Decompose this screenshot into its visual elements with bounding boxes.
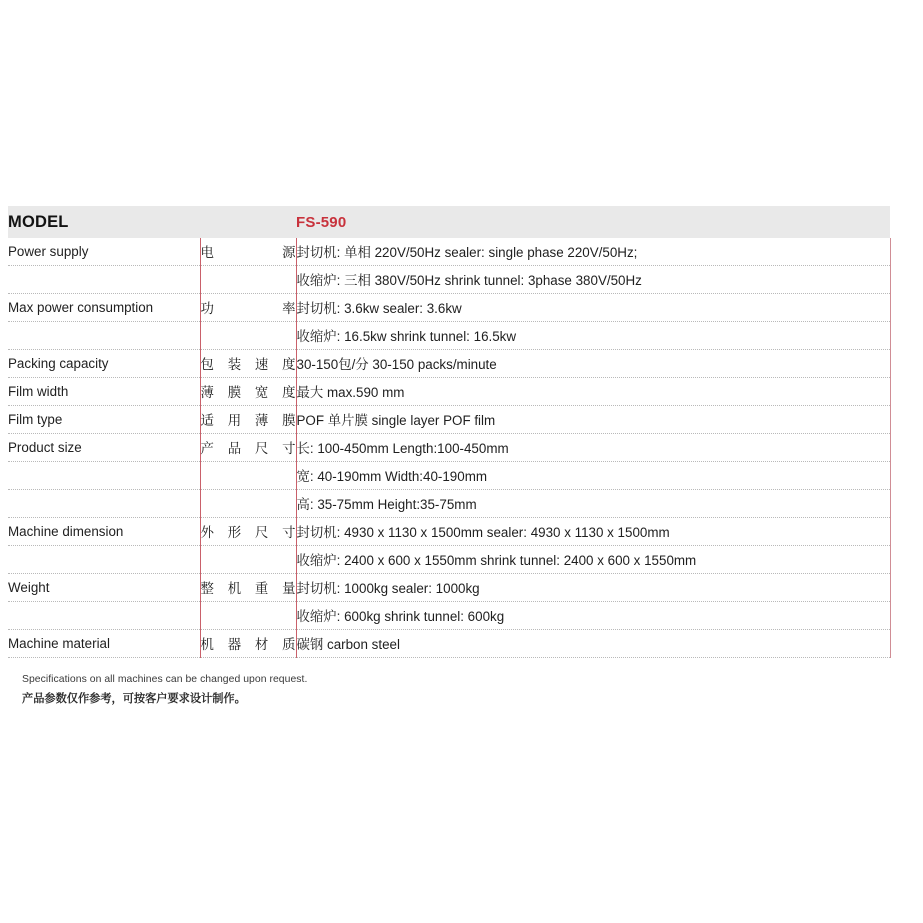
spec-label-cn xyxy=(200,462,296,490)
table-row xyxy=(8,546,890,574)
footnote-english: Specifications on all machines can be changed upon request. xyxy=(22,674,308,685)
spec-label-cn xyxy=(200,518,296,546)
spec-label-cn xyxy=(200,574,296,602)
table-row xyxy=(8,350,890,378)
table-row xyxy=(8,518,890,546)
spec-value: 长: 100-450mm Length:100-450mm xyxy=(296,434,890,462)
spec-value: 封切机: 4930 x 1130 x 1500mm sealer: 4930 x 1130 x 1500mm xyxy=(296,518,890,546)
spec-label-cn xyxy=(200,350,296,378)
footnote-chinese: 产品参数仅作参考，可按客户要求设计制作。 xyxy=(22,692,246,705)
spec-label-en: Film width xyxy=(8,378,200,406)
table-row xyxy=(8,406,890,434)
spec-label-cn xyxy=(200,406,296,434)
spec-label-cn xyxy=(200,434,296,462)
spec-label-en: Film type xyxy=(8,406,200,434)
table-row xyxy=(8,602,890,630)
spec-value: 收缩炉: 16.5kw shrink tunnel: 16.5kw xyxy=(296,322,890,350)
spec-value: 封切机: 1000kg sealer: 1000kg xyxy=(296,574,890,602)
spec-label-cn xyxy=(200,546,296,574)
spec-label-cn-text: 薄膜宽度 xyxy=(200,386,296,401)
spec-label-cn xyxy=(200,322,296,350)
header-model-value: FS-590 xyxy=(296,206,890,238)
spec-value: 最大 max.590 mm xyxy=(296,378,890,406)
spec-label-en: Max power consumption xyxy=(8,294,200,322)
specification-table-container xyxy=(8,206,890,658)
spec-label-en xyxy=(8,490,200,518)
spec-label-cn xyxy=(200,490,296,518)
spec-label-en: Machine dimension xyxy=(8,518,200,546)
spec-label-cn xyxy=(200,630,296,658)
table-row xyxy=(8,238,890,266)
spec-label-cn-text: 功率 xyxy=(200,302,296,317)
spec-label-cn xyxy=(200,294,296,322)
specification-table-body xyxy=(8,206,890,658)
table-row xyxy=(8,294,890,322)
spec-label-cn xyxy=(200,266,296,294)
spec-label-en: Power supply xyxy=(8,238,200,266)
spec-value: 封切机: 3.6kw sealer: 3.6kw xyxy=(296,294,890,322)
table-row xyxy=(8,490,890,518)
table-row xyxy=(8,378,890,406)
spec-label-en xyxy=(8,322,200,350)
spec-label-cn-text: 适用薄膜 xyxy=(200,414,296,429)
spec-value: 高: 35-75mm Height:35-75mm xyxy=(296,490,890,518)
spec-label-cn-text: 机器材质 xyxy=(200,638,296,653)
spec-label-cn xyxy=(200,238,296,266)
spec-label-cn xyxy=(200,602,296,630)
spec-label-en xyxy=(8,602,200,630)
spec-value: 收缩炉: 三相 380V/50Hz shrink tunnel: 3phase 380V/50Hz xyxy=(296,266,890,294)
spec-label-cn xyxy=(200,378,296,406)
footnotes xyxy=(22,674,622,706)
spec-label-en xyxy=(8,462,200,490)
table-header-row xyxy=(8,206,890,238)
table-row xyxy=(8,434,890,462)
spec-label-cn-text: 包装速度 xyxy=(200,358,296,373)
spec-label-en: Machine material xyxy=(8,630,200,658)
spec-label-cn-text: 电源 xyxy=(200,246,296,261)
spec-label-en: Weight xyxy=(8,574,200,602)
table-row xyxy=(8,630,890,658)
header-model-label: MODEL xyxy=(8,206,200,238)
spec-value: POF 单片膜 single layer POF film xyxy=(296,406,890,434)
spec-label-en xyxy=(8,266,200,294)
spec-value: 封切机: 单相 220V/50Hz sealer: single phase 220V/50Hz; xyxy=(296,238,890,266)
table-row xyxy=(8,266,890,294)
table-row xyxy=(8,322,890,350)
spec-value: 碳钢 carbon steel xyxy=(296,630,890,658)
spec-label-en xyxy=(8,546,200,574)
spec-value: 收缩炉: 600kg shrink tunnel: 600kg xyxy=(296,602,890,630)
table-row xyxy=(8,462,890,490)
header-spacer-cell xyxy=(200,206,296,238)
spec-value: 收缩炉: 2400 x 600 x 1550mm shrink tunnel: 2400 x 600 x 1550mm xyxy=(296,546,890,574)
table-row xyxy=(8,574,890,602)
spec-label-cn-text: 整机重量 xyxy=(200,582,296,597)
spec-label-cn-text: 产品尺寸 xyxy=(200,442,296,457)
spec-value: 30-150包/分 30-150 packs/minute xyxy=(296,350,890,378)
spec-value: 宽: 40-190mm Width:40-190mm xyxy=(296,462,890,490)
spec-label-cn-text: 外形尺寸 xyxy=(200,526,296,541)
specification-table xyxy=(8,206,891,658)
spec-label-en: Product size xyxy=(8,434,200,462)
spec-label-en: Packing capacity xyxy=(8,350,200,378)
